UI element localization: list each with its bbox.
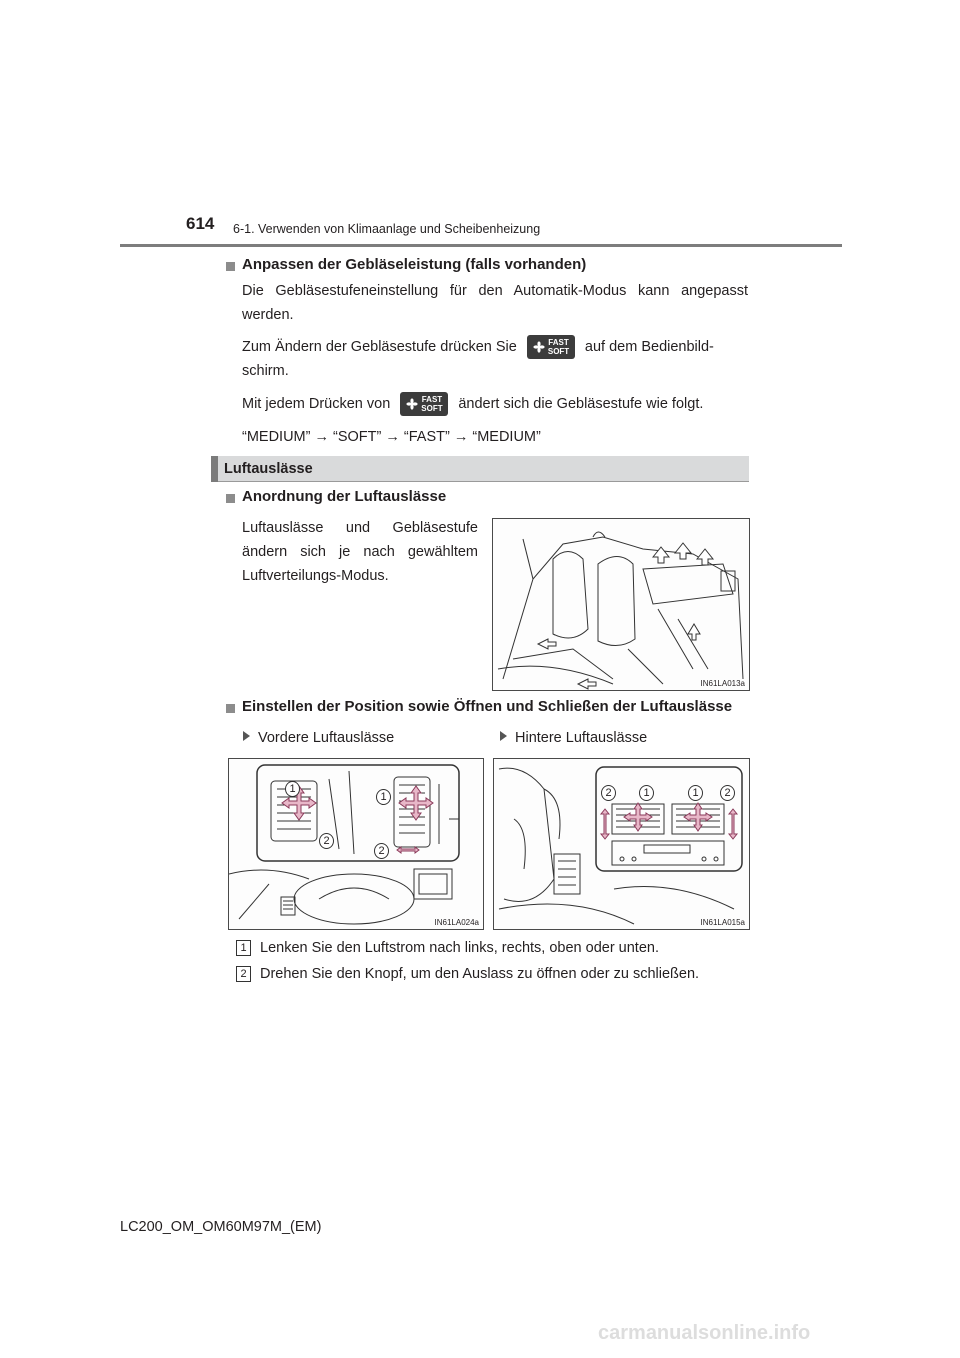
blower-paragraph-3 — [242, 392, 748, 416]
button-soft-text: SOFT — [547, 347, 570, 357]
blower-paragraph-3-end: ändert sich die Gebläsestufe wie folgt. — [458, 396, 704, 412]
bullet-square — [226, 704, 235, 713]
callout-2-badge: 2 — [720, 785, 735, 801]
section-title: Luftauslässe — [224, 461, 313, 477]
bullet-square — [226, 494, 235, 503]
callout-1-badge: 1 — [688, 785, 703, 801]
rear-outlets-drawing — [494, 759, 749, 929]
button-fast-text-2: FAST — [421, 395, 443, 405]
callout-2-badge: 2 — [601, 785, 616, 801]
rear-outlets-label — [500, 726, 647, 750]
callout-legend-2-badge: 2 — [236, 966, 251, 982]
button-soft-text-2: SOFT — [421, 404, 443, 414]
document-code: LC200_OM_OM60M97M_(EM) — [120, 1219, 322, 1235]
fan-icon — [406, 398, 418, 410]
rear-outlets-label-text: Hintere Luftauslässe — [515, 730, 648, 746]
section-bar-accent — [211, 456, 218, 482]
callout-1-badge: 1 — [639, 785, 654, 801]
button-fast-text: FAST — [548, 338, 569, 348]
callout-legend-1-text: Lenken Sie den Luftstrom nach links, rechts, oben oder unten. — [260, 940, 659, 956]
front-outlets-drawing — [229, 759, 483, 929]
blower-paragraph-2-start: Zum Ändern der Gebläsestufe drücken Sie — [242, 339, 517, 355]
fan-icon — [533, 341, 545, 353]
arrangement-heading: Anordnung der Luftauslässe — [242, 488, 447, 505]
cabin-drawing — [493, 519, 749, 690]
triangle-bullet-icon — [243, 731, 250, 741]
figure-code: IN61LA013a — [700, 679, 745, 688]
blower-heading: Anpassen der Gebläseleistung (falls vorhanden) — [242, 256, 587, 273]
arrangement-text: Luftauslässe und Gebläsestufe ändern sich je nach gewähltem Luftverteilungs-Modus. — [242, 520, 478, 584]
bullet-square — [226, 262, 235, 271]
blower-paragraph-3-start: Mit jedem Drücken von — [242, 396, 391, 412]
callout-legend-1-badge: 1 — [236, 940, 251, 956]
callout-legend-2-text: Drehen Sie den Knopf, um den Auslass zu öffnen oder zu schließen. — [260, 966, 700, 982]
blower-sequence: “MEDIUM” → “SOFT” → “FAST” → “MEDIUM” — [242, 429, 541, 445]
blower-paragraph-2-end: auf dem Bedienbild- — [584, 339, 714, 355]
adjust-heading: Einstellen der Position sowie Öffnen und Schließen der Luftauslässe — [242, 698, 733, 715]
triangle-bullet-icon — [500, 731, 507, 741]
page-number: 614 — [186, 214, 215, 233]
callout-1-badge: 1 — [376, 789, 391, 805]
header-rule — [120, 244, 842, 247]
fast-soft-button-icon — [527, 335, 575, 359]
callout-2-badge: 2 — [374, 843, 389, 859]
front-outlets-label-text: Vordere Luftauslässe — [258, 730, 395, 746]
watermark: carmanualsonline.info — [598, 1322, 811, 1344]
rear-outlets-illustration — [493, 758, 750, 930]
chapter-header: 6-1. Verwenden von Klimaanlage und Scheibenheizung — [233, 222, 541, 236]
front-outlets-illustration — [228, 758, 484, 930]
rear-figure-code: IN61LA015a — [700, 918, 745, 927]
front-figure-code: IN61LA024a — [434, 918, 479, 927]
front-outlets-label — [243, 726, 394, 750]
blower-paragraph-1: Die Gebläsestufeneinstellung für den Automatik-Modus kann angepasst werden. — [242, 283, 748, 323]
fast-soft-button-icon-2 — [400, 392, 448, 416]
callout-1-badge: 1 — [285, 781, 300, 797]
blower-paragraph-2 — [242, 335, 748, 359]
callout-2-badge: 2 — [319, 833, 334, 849]
cabin-illustration — [492, 518, 750, 691]
blower-paragraph-2-line2: schirm. — [242, 363, 289, 379]
